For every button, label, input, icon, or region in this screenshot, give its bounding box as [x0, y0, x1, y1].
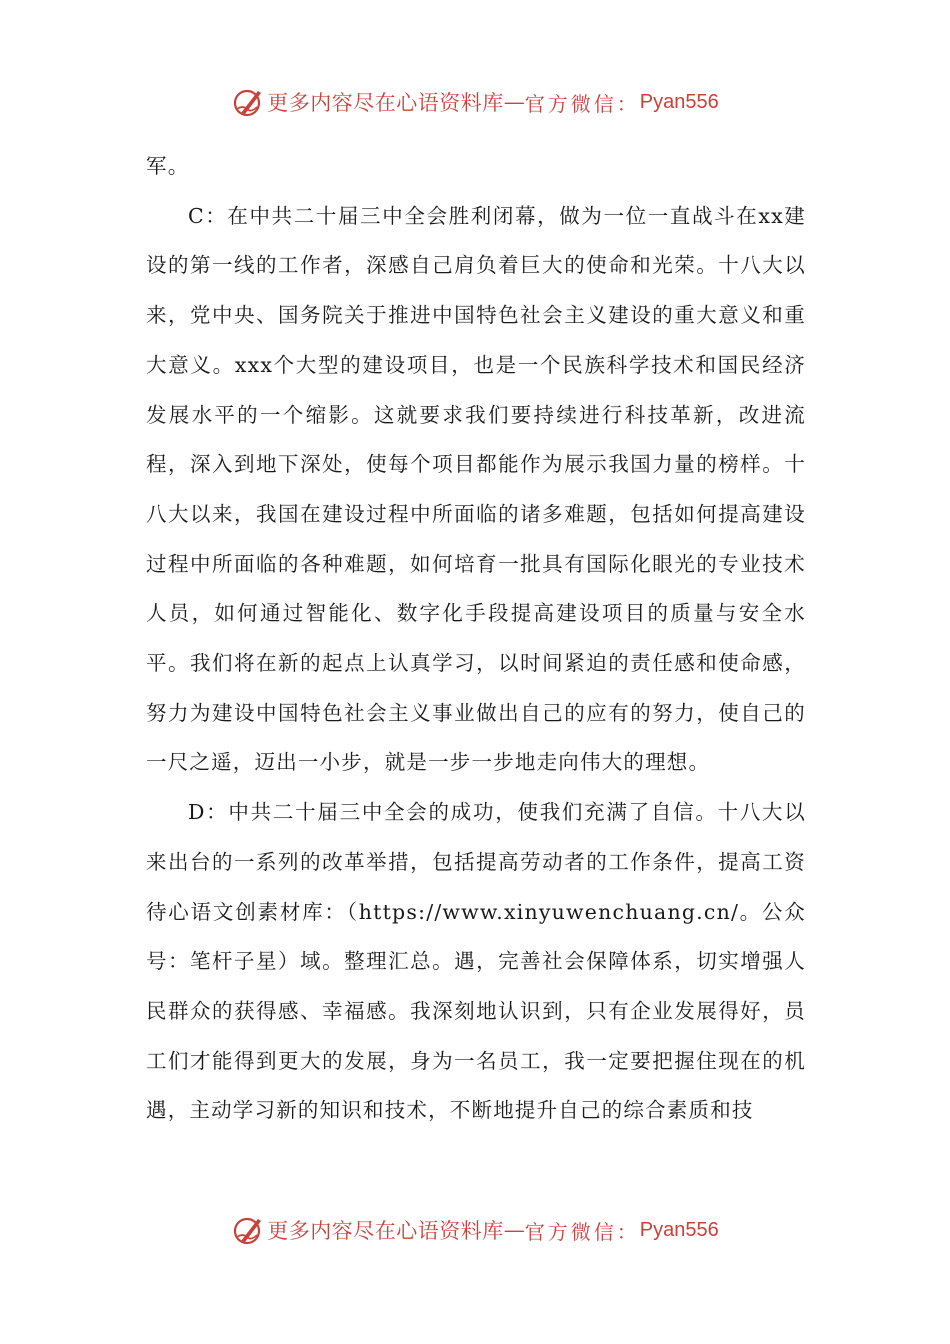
paragraph-c: C：在中共二十届三中全会胜利闭幕，做为一位一直战斗在xx建设的第一线的工作者，深感自己肩负着巨大的使命和光荣。十八大以来，党中央、国务院关于推进中国特色社会主义建设的重大意义和重大意义。xxx个大型的建设项目，也是一个民族科学技术和国民经济发展水平的一个缩影。这就要求我们要持续进行科技革新，改进流程，深入到地下深处，使每个项目都能作为展示我国力量的榜样。十八大以来，我国在建设过程中所面临的诸多难题，包括如何提高建设过程中所面临的各种难题，如何培育一批具有国际化眼光的专业技术人员，如何通过智能化、数字化手段提高建设项目的质量与安全水平。我们将在新的起点上认真学习，以时间紧迫的责任感和使命感，努力为建设中国特色社会主义事业做出自己的应有的努力，使自己的一尺之遥，迈出一小步，就是一步一步地走向伟大的理想。 [146, 203, 806, 775]
watermark-brand: 更多内容尽在心语资料库 [267, 91, 504, 115]
watermark-handle: Pyan556 [639, 1218, 719, 1241]
watermark-brand: 更多内容尽在心语资料库 [267, 1219, 504, 1243]
quill-pen-logo-icon [231, 85, 265, 119]
footer-watermark [0, 1210, 950, 1250]
header-watermark [0, 82, 950, 122]
document-body [146, 142, 806, 1136]
watermark-dash: — [503, 90, 525, 114]
quill-pen-logo-icon [231, 1213, 265, 1247]
watermark-handle: Pyan556 [639, 90, 719, 113]
paragraph-d: D：中共二十届三中全会的成功，使我们充满了自信。十八大以来出台的一系列的改革举措，包括提高劳动者的工作条件，提高工资待心语文创素材库：（https://www.xinyuwenchuang.cn/。公众号：笔杆子星）域。整理汇总。遇，完善社会保障体系，切实增强人民群众的获得感、幸福感。我深刻地认识到，只有企业发展得好，员工们才能得到更大的发展，身为一名员工，我一定要把握住现在的机遇，主动学习新的知识和技术，不断地提升自己的综合素质和技 [146, 800, 806, 1123]
watermark-label: 官方微信： [524, 91, 640, 116]
watermark-label: 官方微信： [524, 1219, 640, 1244]
paragraph-continuation: 军。 [146, 154, 190, 178]
watermark-dash: — [503, 1218, 525, 1242]
